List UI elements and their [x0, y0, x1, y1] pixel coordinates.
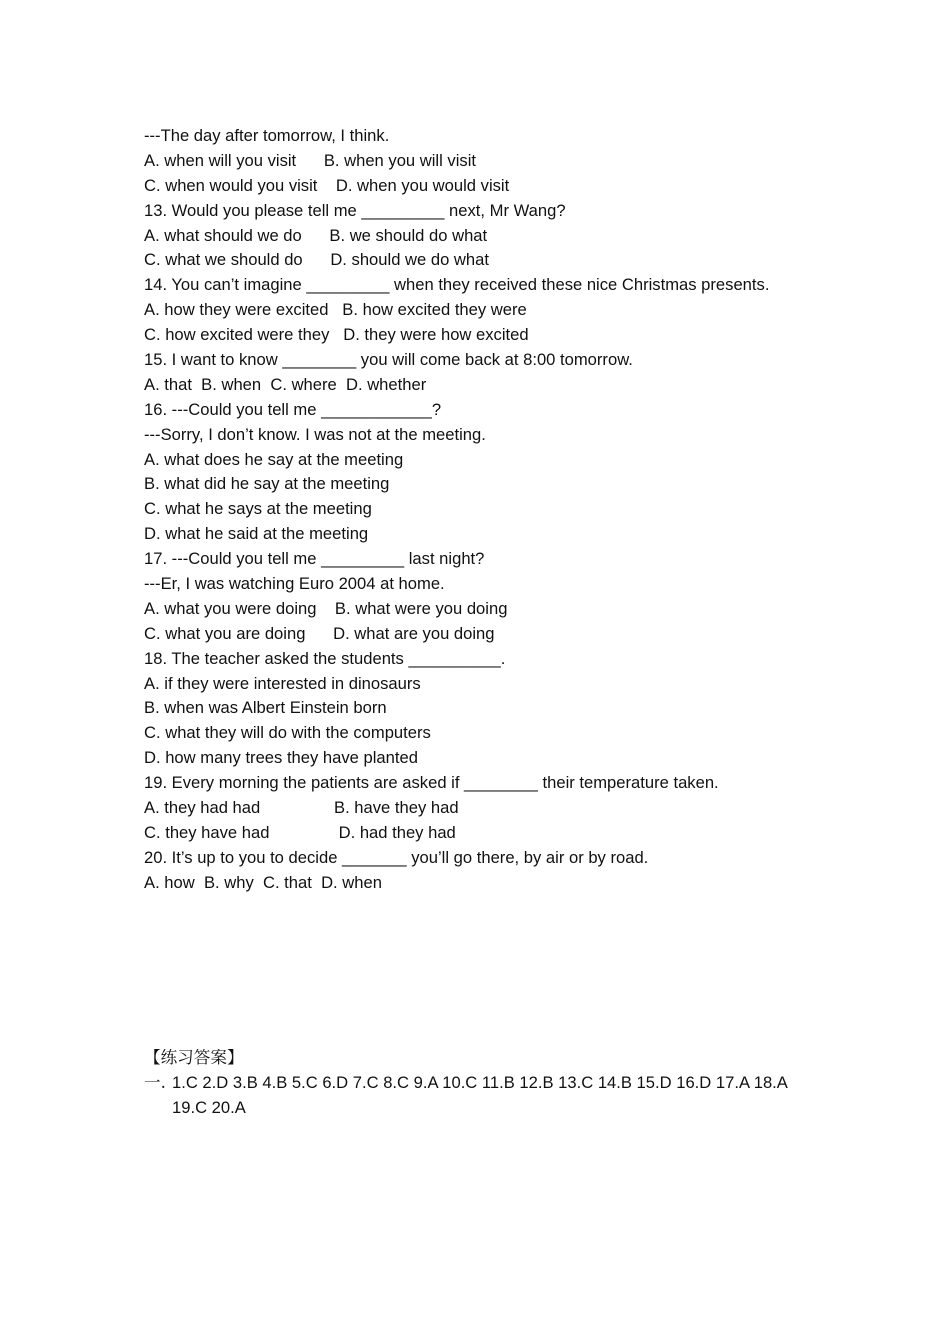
question-14: 14. You can’t imagine _________ when they received these nice Christmas presents.	[144, 275, 770, 295]
answer-key-row	[144, 1071, 824, 1121]
text-line: A. that B. when C. where D. whether	[144, 374, 427, 394]
text-line: A. they had had B. have they had	[144, 798, 459, 818]
text-line: A. what does he say at the meeting	[144, 449, 404, 469]
text-line: C. they have had D. had they had	[144, 822, 456, 842]
text-line: C. what you are doing D. what are you doing	[144, 623, 495, 643]
text-line: C. what we should do D. should we do what	[144, 250, 489, 270]
text-line: C. what he says at the meeting	[144, 499, 372, 519]
text-line: B. when was Albert Einstein born	[144, 698, 387, 718]
exercise-body	[144, 124, 824, 896]
answer-key-text: 1.C 2.D 3.B 4.B 5.C 6.D 7.C 8.C 9.A 10.C 11.B 12.B 13.C 14.B 15.D 16.D 17.A 18.A 19.C 20.A	[172, 1072, 787, 1117]
question-13: 13. Would you please tell me _________ next, Mr Wang?	[144, 200, 566, 220]
text-line: C. what they will do with the computers	[144, 723, 431, 743]
question-17: 17. ---Could you tell me _________ last night?	[144, 549, 485, 569]
text-line: ---Sorry, I don’t know. I was not at the meeting.	[144, 424, 486, 444]
answer-key-marker: 一.	[144, 1072, 166, 1092]
text-line: A. if they were interested in dinosaurs	[144, 673, 421, 693]
answer-key	[144, 1046, 824, 1121]
text-line: A. what you were doing B. what were you doing	[144, 598, 508, 618]
text-line: B. what did he say at the meeting	[144, 474, 390, 494]
text-line: ---The day after tomorrow, I think.	[144, 126, 390, 145]
text-line: D. what he said at the meeting	[144, 524, 369, 544]
text-line: C. when would you visit D. when you would visit	[144, 175, 510, 195]
answer-key-heading: 【练习答案】	[144, 1048, 244, 1067]
text-line: A. how they were excited B. how excited they were	[144, 300, 527, 320]
text-line: A. when will you visit B. when you will visit	[144, 150, 476, 170]
question-16: 16. ---Could you tell me ____________?	[144, 399, 442, 419]
question-19: 19. Every morning the patients are asked if ________ their temperature taken.	[144, 773, 719, 793]
text-line: D. how many trees they have planted	[144, 748, 418, 768]
text-line: C. how excited were they D. they were how excited	[144, 325, 529, 345]
question-20: 20. It’s up to you to decide _______ you’ll go there, by air or by road.	[144, 847, 649, 867]
text-line: ---Er, I was watching Euro 2004 at home.	[144, 574, 445, 594]
text-line: A. what should we do B. we should do what	[144, 225, 488, 245]
question-18: 18. The teacher asked the students __________.	[144, 648, 506, 668]
text-line: A. how B. why C. that D. when	[144, 872, 382, 892]
question-15: 15. I want to know ________ you will come back at 8:00 tomorrow.	[144, 350, 633, 370]
